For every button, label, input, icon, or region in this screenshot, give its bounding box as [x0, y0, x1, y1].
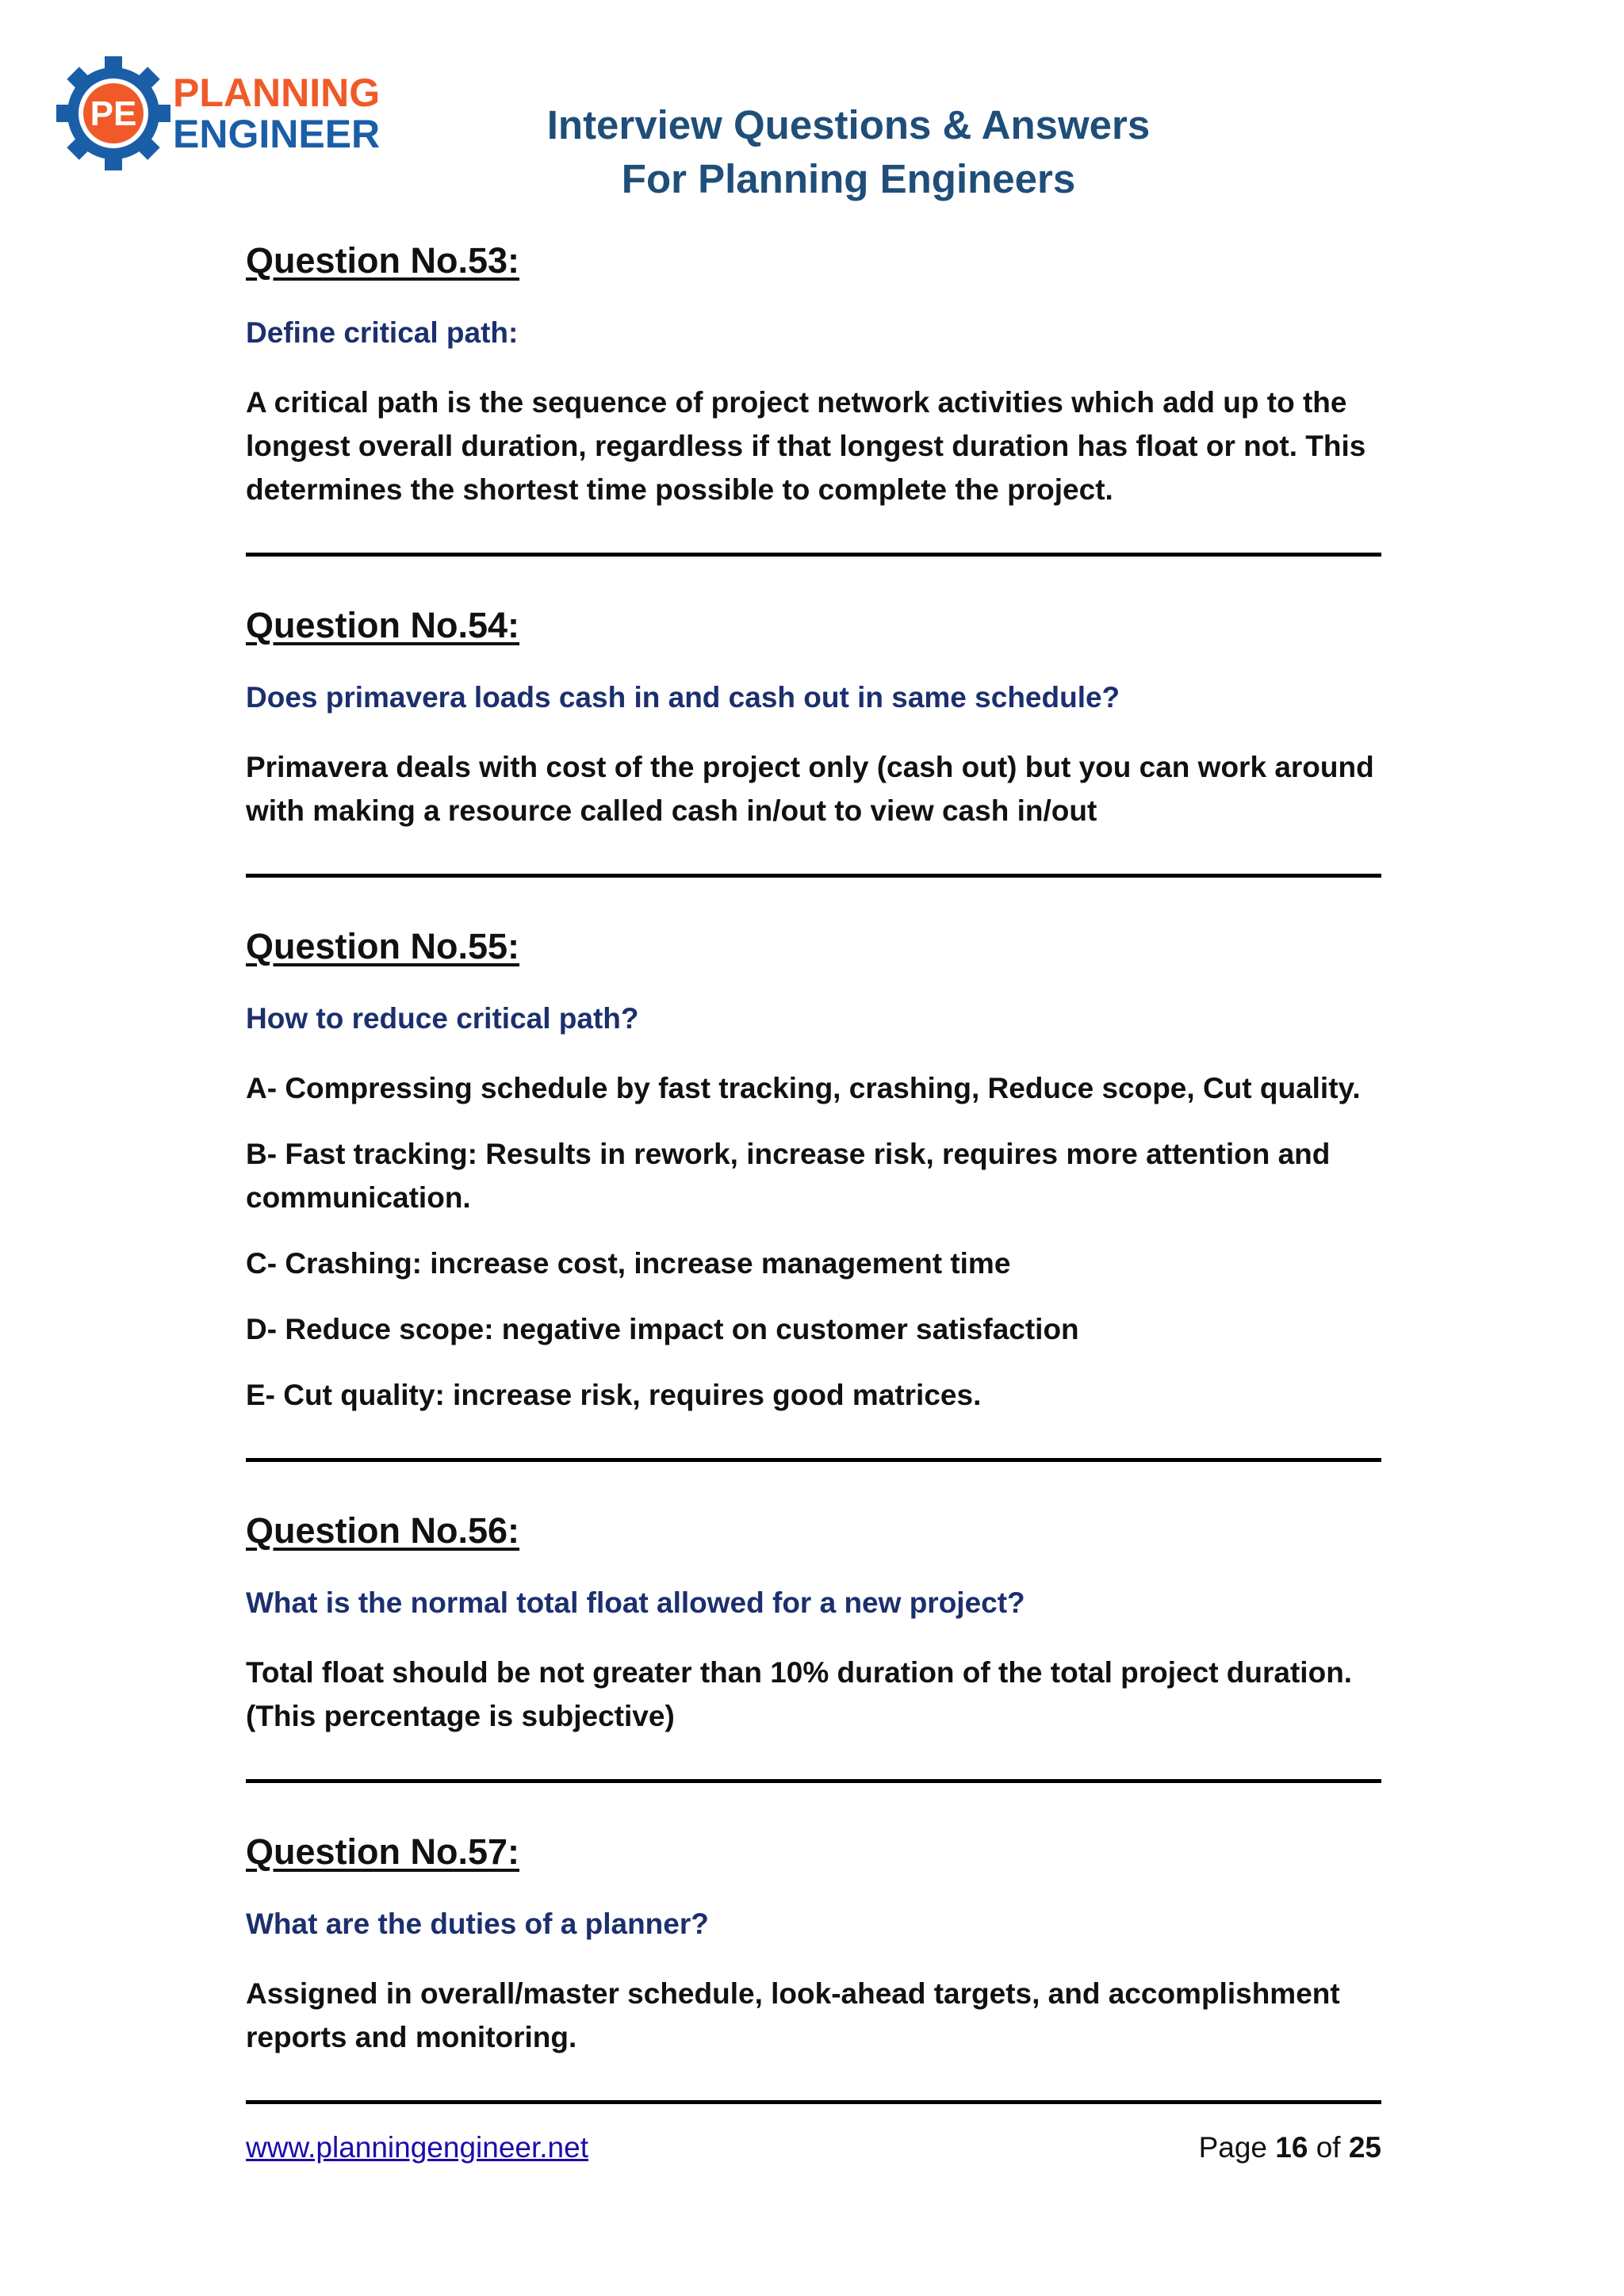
question-block-54: [246, 603, 1381, 878]
question-text: What are the duties of a planner?: [246, 1908, 709, 1940]
page-current: 16: [1275, 2131, 1308, 2164]
page-number: [1199, 2131, 1381, 2164]
document-header: [476, 98, 1221, 206]
answer-text: Assigned in overall/master schedule, look-ahead targets, and accomplishment reports and monitoring.: [246, 1977, 1340, 2053]
question-text: Does primavera loads cash in and cash out in same schedule?: [246, 681, 1120, 714]
answer-item-d: D- Reduce scope: negative impact on customer satisfaction: [246, 1313, 1079, 1345]
question-text: What is the normal total float allowed for a new project?: [246, 1586, 1025, 1619]
question-text: How to reduce critical path?: [246, 1002, 639, 1035]
question-heading: Question No.53:: [246, 240, 520, 281]
question-heading: Question No.55:: [246, 926, 520, 966]
logo-text-planning: PLANNING: [173, 71, 381, 115]
logo-monogram: PE: [90, 94, 137, 133]
question-text: Define critical path:: [246, 316, 519, 349]
answer-item-a: A- Compressing schedule by fast tracking, crashing, Reduce scope, Cut quality.: [246, 1072, 1361, 1104]
question-block-55: [246, 924, 1381, 1462]
page-total: 25: [1348, 2131, 1381, 2164]
question-block-57: [246, 1829, 1381, 2104]
question-heading: Question No.57:: [246, 1831, 520, 1872]
question-heading: Question No.54:: [246, 605, 520, 645]
planning-engineer-logo-icon: [54, 54, 395, 173]
section-divider: [246, 874, 1381, 878]
answer-text: Primavera deals with cost of the project only (cash out) but you can work around with making a resource called cash in/out to view cash in/out: [246, 751, 1374, 827]
answer-item-b: B- Fast tracking: Results in rework, increase risk, requires more attention and communication.: [246, 1138, 1331, 1214]
answer-item-e: E- Cut quality: increase risk, requires good matrices.: [246, 1379, 982, 1411]
answer-text: Total float should be not greater than 10% duration of the total project duration. (This percentage is subjective): [246, 1656, 1353, 1732]
header-title-line-1: Interview Questions & Answers: [546, 102, 1151, 147]
page-of-label: of: [1316, 2131, 1341, 2164]
question-block-53: [246, 238, 1381, 557]
section-divider: [246, 1458, 1381, 1462]
question-heading: Question No.56:: [246, 1510, 520, 1551]
page-footer: [246, 2131, 1381, 2171]
page-label: Page: [1198, 2131, 1267, 2164]
qa-list: [246, 238, 1381, 2150]
brand-logo: [54, 54, 395, 173]
answer-item-c: C- Crashing: increase cost, increase management time: [246, 1247, 1011, 1280]
header-title-line-2: For Planning Engineers: [621, 156, 1076, 201]
section-divider: [246, 2100, 1381, 2104]
section-divider: [246, 1779, 1381, 1783]
website-link[interactable]: www.planningengineer.net: [246, 2131, 588, 2164]
question-block-56: [246, 1508, 1381, 1783]
section-divider: [246, 553, 1381, 557]
logo-text-engineer: ENGINEER: [173, 112, 381, 156]
answer-text: A critical path is the sequence of project network activities which add up to the longest overall duration, regardless if that longest duration has float or not. This determines the shortest time possible to complete the project.: [246, 386, 1366, 506]
